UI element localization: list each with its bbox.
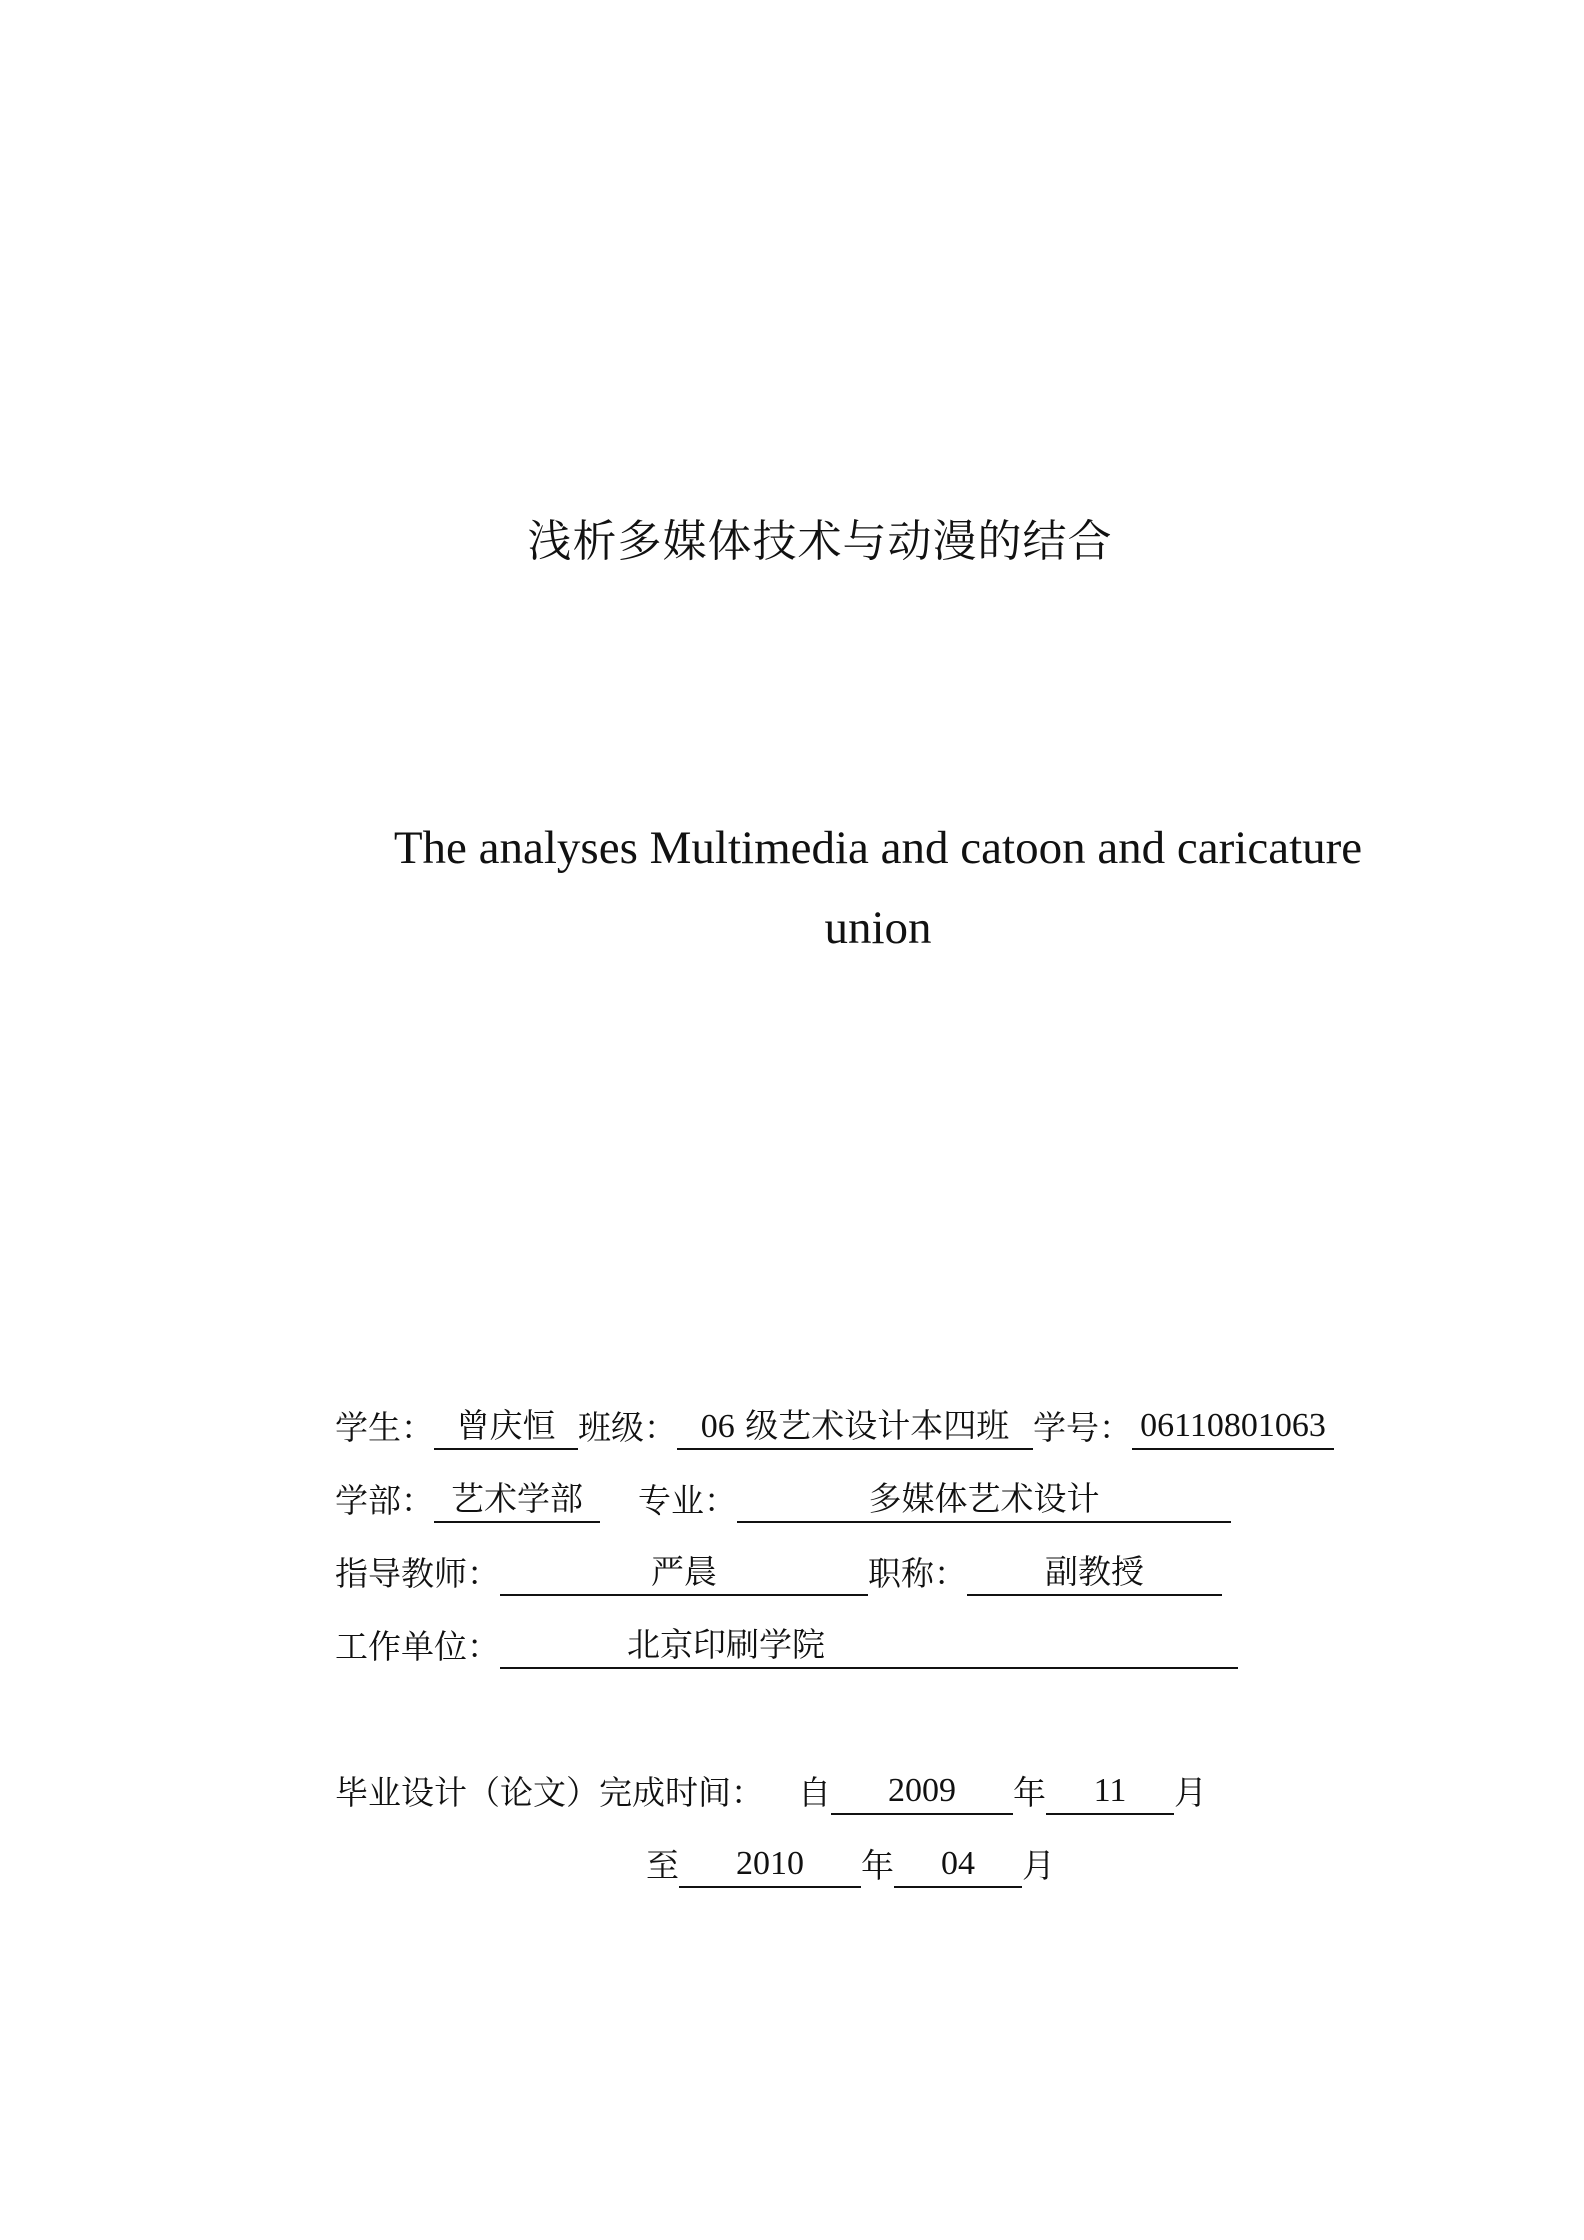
title-rank-value: 副教授 [967, 1550, 1222, 1596]
advisor-label: 指导教师： [335, 1554, 500, 1593]
class-field [677, 1404, 1033, 1450]
student-name: 曾庆恒 [434, 1404, 578, 1450]
thesis-title-en [378, 808, 1378, 968]
student-label: 学生： [335, 1408, 434, 1447]
title-rank-label: 职称： [868, 1554, 967, 1593]
major-label: 专业： [638, 1481, 737, 1520]
from-month: 11 [1046, 1769, 1174, 1815]
to-year-unit: 年 [861, 1846, 894, 1885]
to-month-unit: 月 [1022, 1846, 1055, 1885]
class-number: 06 [700, 1408, 735, 1445]
from-year: 2009 [831, 1769, 1013, 1815]
from-year-unit: 年 [1013, 1773, 1046, 1812]
class-label: 班级： [578, 1408, 677, 1447]
from-month-unit: 月 [1174, 1773, 1207, 1812]
thesis-title-cn: 浅析多媒体技术与动漫的结合 [527, 516, 1113, 567]
student-id-label: 学号： [1033, 1408, 1132, 1447]
completion-from-row [335, 1763, 1207, 1815]
to-label: 至 [646, 1846, 679, 1885]
from-label: 自 [798, 1773, 831, 1812]
work-unit-value [500, 1623, 1238, 1669]
thesis-title-en-line1: The analyses Multimedia and catoon and caricature [393, 822, 1363, 874]
department-label: 学部： [335, 1481, 434, 1520]
advisor-name: 严晨 [500, 1550, 868, 1596]
to-month: 04 [894, 1842, 1022, 1888]
department-row [335, 1471, 1231, 1523]
student-id: 06110801063 [1132, 1404, 1334, 1450]
to-year: 2010 [679, 1842, 861, 1888]
work-unit-row [335, 1617, 1238, 1669]
completion-to-row [646, 1836, 1055, 1888]
class-value: 级艺术设计本四班 [745, 1406, 1010, 1445]
work-unit-text: 北京印刷学院 [627, 1625, 825, 1664]
work-unit-label: 工作单位： [335, 1627, 500, 1666]
thesis-title-en-line2: union [824, 902, 932, 954]
department-value: 艺术学部 [434, 1477, 600, 1523]
completion-label: 毕业设计（论文）完成时间： [335, 1773, 764, 1812]
student-info-row [335, 1398, 1334, 1450]
major-value: 多媒体艺术设计 [737, 1477, 1231, 1523]
advisor-row [335, 1544, 1222, 1596]
